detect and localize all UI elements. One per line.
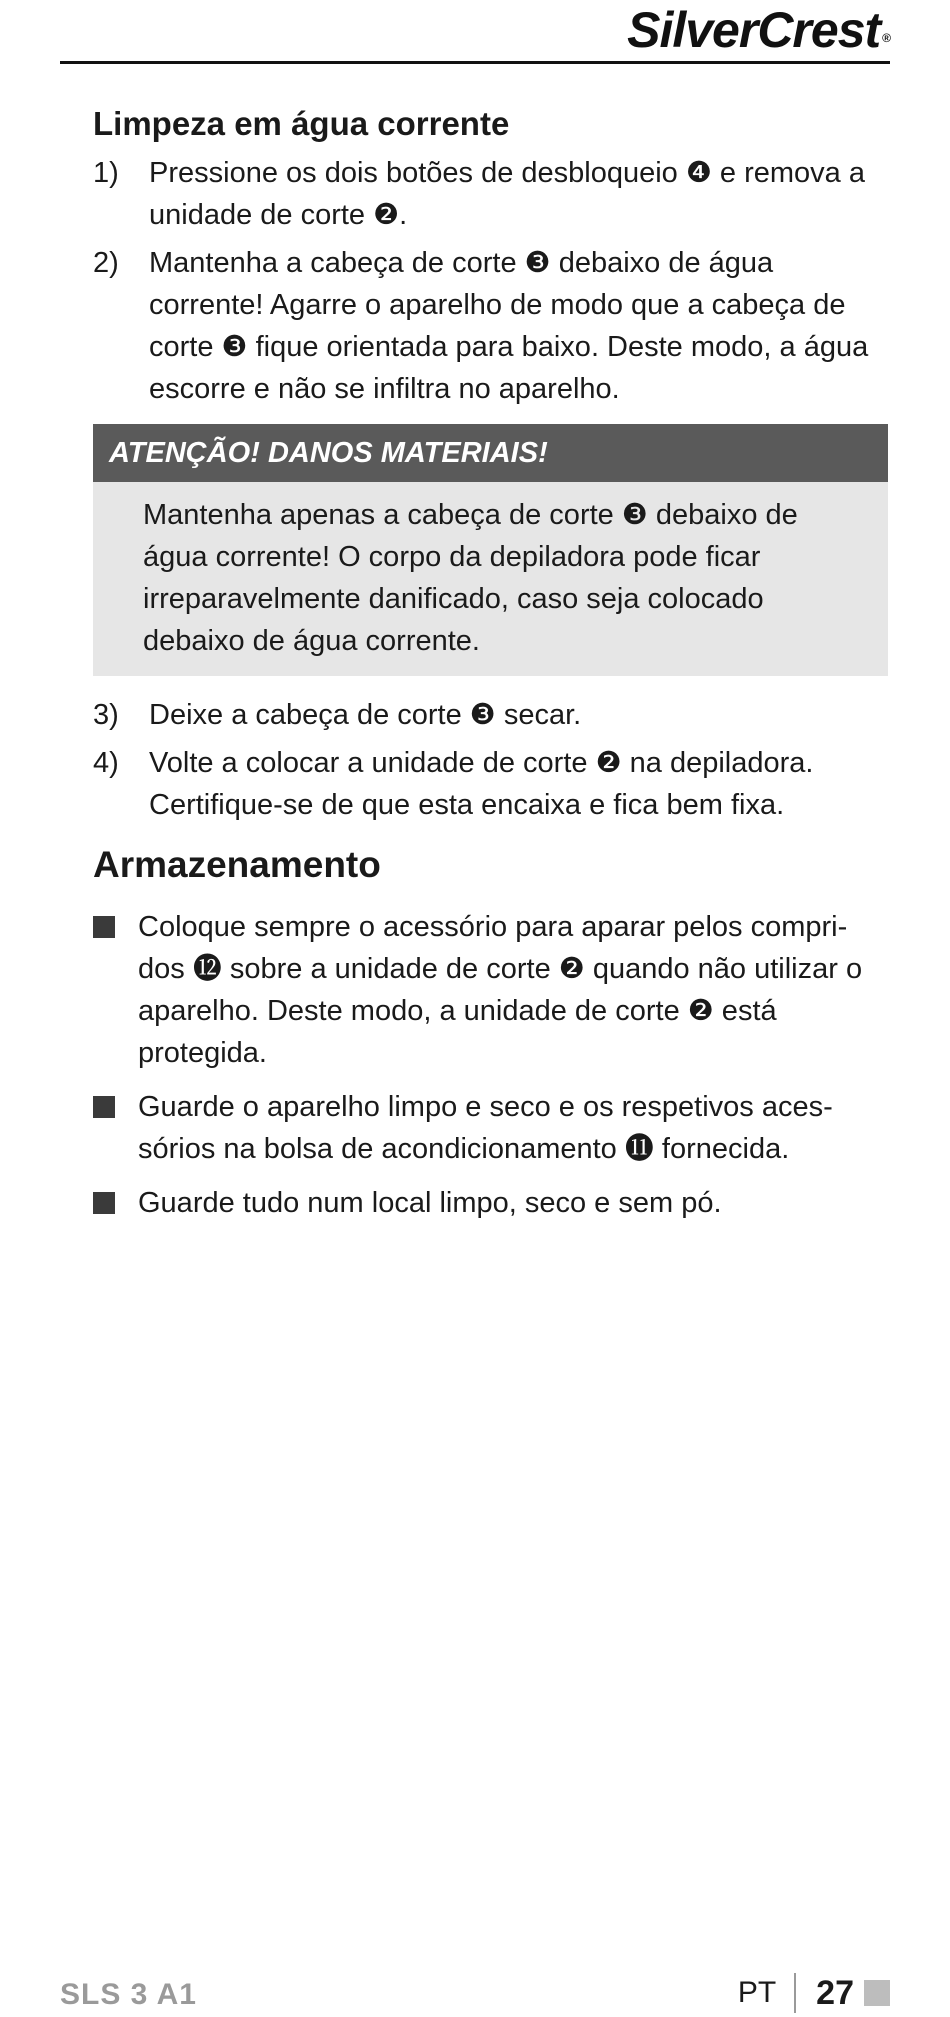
warning-title: ATENÇÃO! DANOS MATERIAIS! (93, 424, 888, 482)
bullet-text: Guarde o aparelho limpo e seco e os respetivos aces-sórios na bolsa de acondicionamento ⓫ fornecida. (138, 1091, 833, 1165)
brand-logo (627, 2, 890, 58)
step-text: Mantenha a cabeça de corte ❸ debaixo de água corrente! Agarre o aparelho de modo que a cabeça de corte ❸ fique orientada para baixo. Deste modo, a água escorre e não se infiltra no aparelho. (149, 247, 869, 405)
square-bullet-icon (93, 1192, 115, 1214)
footer-square-icon (864, 1980, 890, 2006)
square-bullet-icon (93, 1096, 115, 1118)
brand-name: SilverCrest (627, 2, 881, 58)
storage-bullet-list (93, 906, 888, 1224)
footer-page-info (738, 1972, 890, 2014)
step-number: 2) (93, 247, 119, 279)
list-item (93, 242, 888, 410)
step-number: 1) (93, 157, 119, 189)
list-item (93, 906, 888, 1074)
section-title-cleaning: Limpeza em água corrente (93, 105, 510, 142)
section-title-storage: Armazenamento (93, 844, 381, 885)
step-number: 3) (93, 699, 119, 731)
step-number: 4) (93, 747, 119, 779)
warning-box (93, 424, 888, 676)
step-text: Deixe a cabeça de corte ❸ secar. (149, 699, 582, 731)
list-item (93, 742, 888, 826)
registered-mark: ® (882, 31, 890, 45)
cleaning-steps-list-continued (93, 694, 888, 826)
footer-divider (794, 1973, 796, 2013)
bullet-text: Coloque sempre o acessório para aparar pelos compri-dos ⓬ sobre a unidade de corte ❷ quando não utilizar o aparelho. Deste modo, a unidade de corte ❷ está protegida. (138, 911, 863, 1069)
square-bullet-icon (93, 916, 115, 938)
footer-model: SLS 3 A1 (60, 1978, 197, 2011)
list-item (93, 1086, 888, 1170)
cleaning-steps-list (93, 152, 888, 410)
step-text: Volte a colocar a unidade de corte ❷ na depiladora. Certifique-se de que esta encaixa e fica bem fixa. (149, 747, 814, 821)
warning-text: Mantenha apenas a cabeça de corte ❸ debaixo de água corrente! O corpo da depiladora pode ficar irreparavelmente danificado, caso seja colocado debaixo de água corrente. (143, 499, 798, 657)
page-content (93, 96, 888, 1236)
list-item (93, 152, 888, 236)
page-number: 27 (816, 1974, 854, 2012)
footer-language: PT (737, 1976, 777, 2009)
step-text: Pressione os dois botões de desbloqueio ❹ e remova a unidade de corte ❷. (149, 157, 865, 231)
list-item (93, 1182, 888, 1224)
list-item (93, 694, 888, 736)
header-rule (60, 61, 890, 64)
bullet-text: Guarde tudo num local limpo, seco e sem pó. (138, 1187, 722, 1219)
